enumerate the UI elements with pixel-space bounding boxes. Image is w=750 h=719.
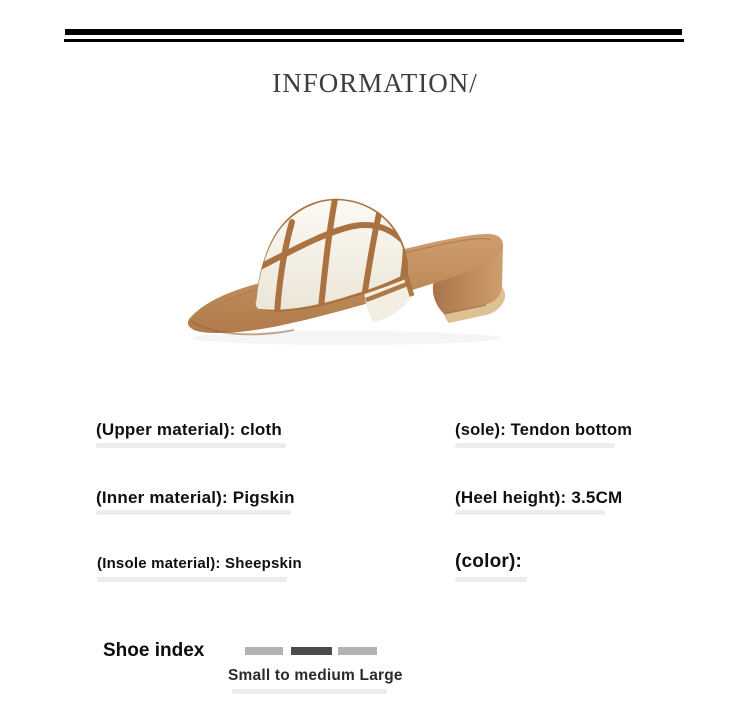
text-remnant	[232, 689, 387, 694]
section-title: INFORMATION/	[272, 68, 478, 98]
text-remnant	[97, 577, 287, 582]
shoe-index-bar-medium	[291, 647, 332, 655]
text-remnant	[455, 443, 615, 448]
shoe-index-bar-small	[245, 647, 283, 655]
spec-insole-material: (Insole material): Sheepskin	[97, 555, 302, 572]
text-remnant	[455, 510, 605, 515]
text-remnant	[96, 443, 286, 448]
text-remnant	[96, 510, 291, 515]
sandal-illustration	[178, 188, 523, 353]
top-rule-thick	[65, 29, 682, 35]
product-photo	[178, 188, 523, 353]
shoe-index-label: Shoe index	[103, 640, 205, 661]
spec-color: (color):	[455, 551, 523, 572]
spec-sole: (sole): Tendon bottom	[455, 421, 633, 439]
top-rule-thin	[64, 39, 684, 42]
shoe-index-bar-large	[338, 647, 377, 655]
spec-upper-material: (Upper material): cloth	[96, 420, 282, 439]
spec-heel-height: (Heel height): 3.5CM	[455, 488, 623, 507]
shoe-index-caption: Small to medium Large	[228, 667, 403, 684]
spec-inner-material: (Inner material): Pigskin	[96, 488, 295, 507]
text-remnant	[455, 577, 527, 582]
